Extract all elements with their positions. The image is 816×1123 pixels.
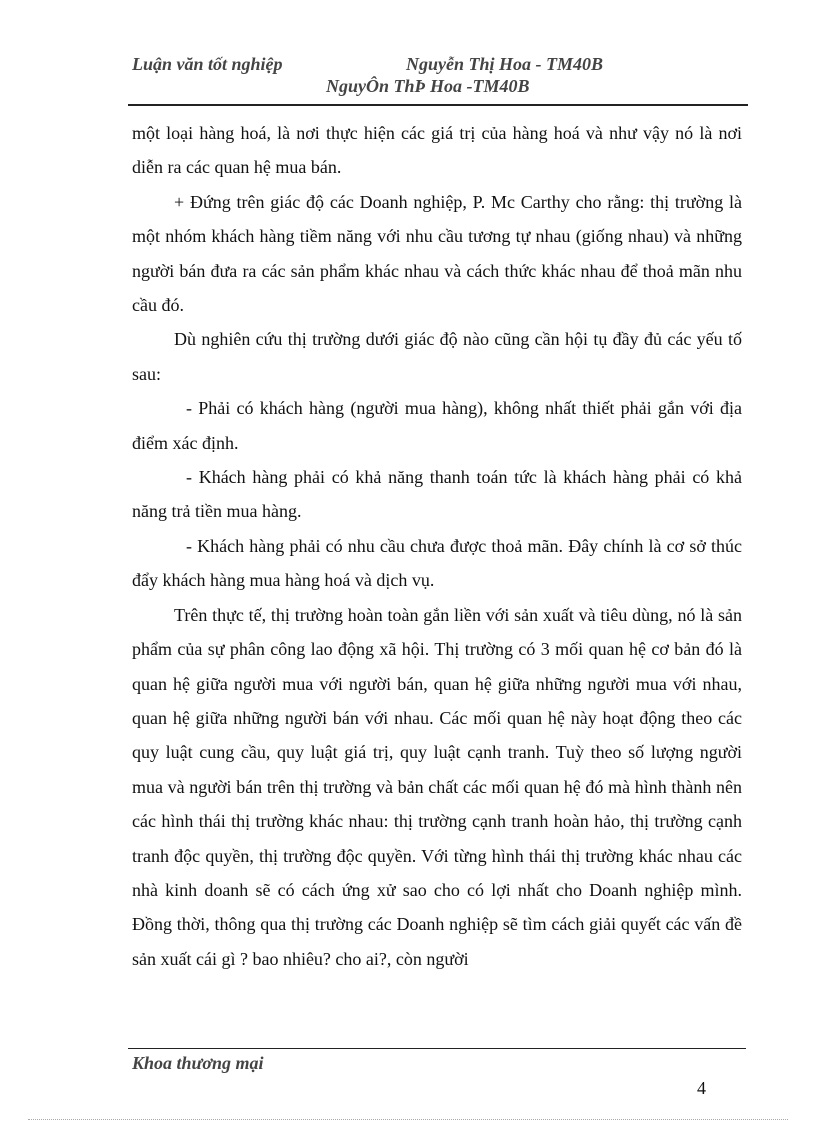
paragraph-6: - Khách hàng phải có nhu cầu chưa được thoả mãn. Đây chính là cơ sở thúc đẩy khách hàng mua hàng hoá và dịch vụ. xyxy=(132,535,742,591)
page-header xyxy=(128,52,748,106)
page-number: 4 xyxy=(697,1078,706,1098)
footer-divider xyxy=(128,1048,746,1049)
paragraph-2: + Đứng trên giác độ các Doanh nghiệp, P. Mc Carthy cho rằng: thị trường là một nhóm khách hàng tiềm năng với nhu cầu tương tự nhau (giống nhau) và những người bán đưa ra các sản phẩm khác nhau và cách thức khác nhau để thoả mãn nhu cầu đó. xyxy=(132,191,742,316)
page-bottom-border xyxy=(28,1119,788,1120)
paragraph-3: Dù nghiên cứu thị trường dưới giác độ nào cũng cần hội tụ đầy đủ các yếu tố sau: xyxy=(132,329,742,384)
document-body xyxy=(132,116,742,976)
paragraph-1: một loại hàng hoá, là nơi thực hiện các giá trị của hàng hoá và như vậy nó là nơi diễn ra các quan hệ mua bán. xyxy=(132,123,742,178)
paragraph-4: - Phải có khách hàng (người mua hàng), không nhất thiết phải gắn với địa điểm xác định. xyxy=(132,398,742,453)
paragraph-7: Trên thực tế, thị trường hoàn toàn gắn liền với sản xuất và tiêu dùng, nó là sản phẩm của sự phân công lao động xã hội. Thị trường có 3 mối quan hệ cơ bản đó là quan hệ giữa người mua với người bán, quan hệ giữa những người mua với nhau, quan hệ giữa những người bán với nhau. Các mối quan hệ này hoạt động theo các quy luật cung cầu, quy luật giá trị, quy luật cạnh tranh. Tuỳ theo số lượng người mua và người bán trên thị trường và bản chất các mối quan hệ đó mà hình thành nên các hình thái thị trường khác nhau: thị trường cạnh tranh hoàn hảo, thị trường cạnh tranh độc quyền, thị trường độc quyền. Với từng hình thái thị trường khác nhau các nhà kinh doanh sẽ có cách ứng xử sao cho có lợi nhất cho Doanh nghiệp mình. Đồng thời, thông qua thị trường các Doanh nghiệp sẽ tìm cách giải quyết các vấn đề sản xuất cái gì ? bao nhiêu? cho ai?, còn người xyxy=(132,604,742,969)
header-author-garbled: NguyÔn ThÞ Hoa -TM40B xyxy=(326,76,530,96)
footer-department: Khoa thương mại xyxy=(132,1053,264,1073)
paragraph-5: - Khách hàng phải có khả năng thanh toán tức là khách hàng phải có khả năng trả tiền mua hàng. xyxy=(132,467,742,522)
header-author: Nguyễn Thị Hoa - TM40B xyxy=(406,54,604,74)
header-title: Luận văn tốt nghiệp xyxy=(132,54,283,74)
